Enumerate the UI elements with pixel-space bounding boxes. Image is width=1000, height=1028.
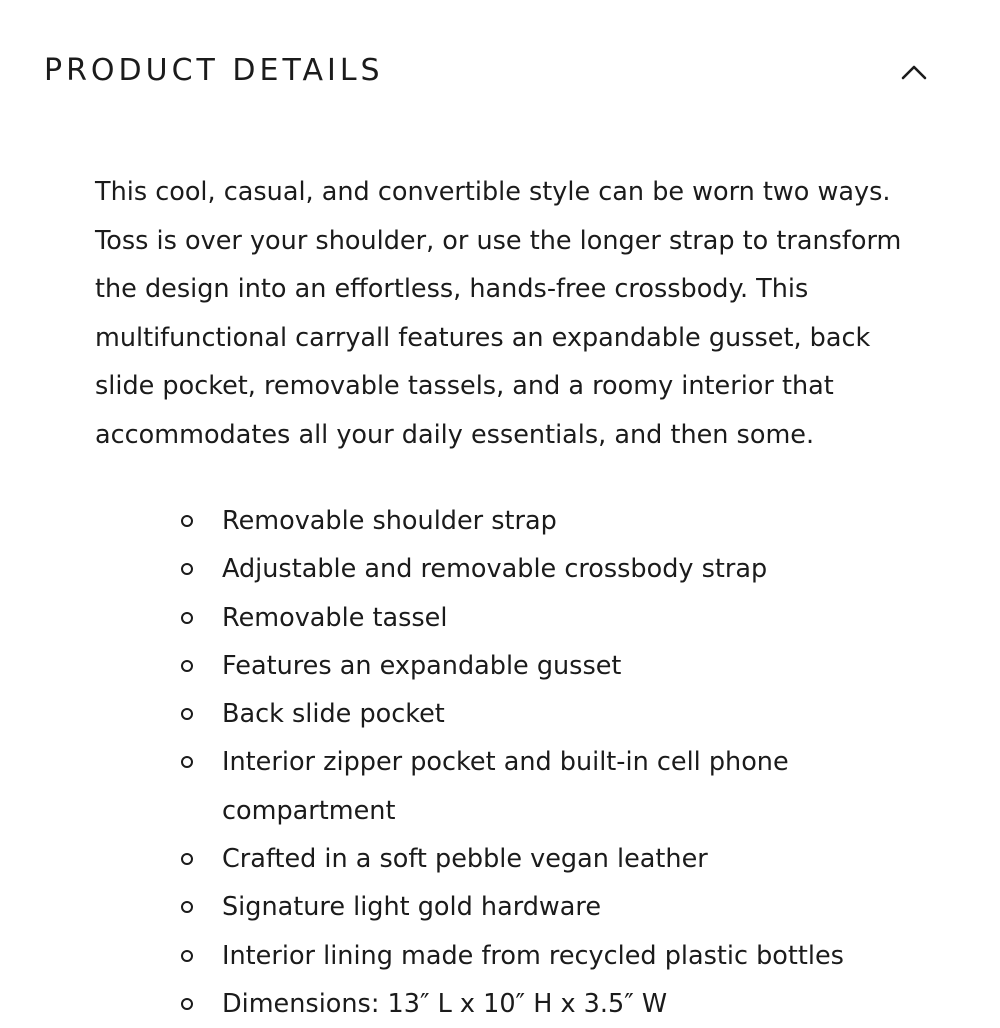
feature-text: Dimensions: 13″ L x 10″ H x 3.5″ W — [222, 988, 668, 1019]
feature-text: Adjustable and removable crossbody strap — [222, 554, 768, 585]
bullet-circle-icon — [181, 708, 193, 720]
chevron-up-icon[interactable] — [900, 58, 928, 86]
feature-text: Removable tassel — [222, 602, 448, 633]
product-details-title: PRODUCT DETAILS — [44, 53, 384, 88]
feature-text: Removable shoulder strap — [222, 506, 557, 536]
bullet-circle-icon — [181, 612, 193, 624]
feature-text: Signature light gold hardware — [222, 892, 602, 923]
product-description: This cool, casual, and convertible style can be worn two ways. Toss is over your shoulder, or use the longer strap to transform the design into an effortless, hands-free crossbody. This multifunctional carryall features an expandable gusset, back slide pocket, removable tassels, and a roomy interior that accommodates all your daily essentials, and then some. — [95, 177, 902, 450]
feature-text: Crafted in a soft pebble vegan leather — [222, 844, 708, 875]
feature-item — [222, 883, 922, 931]
feature-text: Features an expandable gusset — [222, 650, 622, 681]
bullet-circle-icon — [181, 950, 193, 962]
feature-item — [222, 594, 922, 642]
feature-item — [222, 642, 922, 690]
bullet-circle-icon — [181, 998, 193, 1010]
feature-text: Interior lining made from recycled plastic bottles — [222, 940, 844, 971]
bullet-circle-icon — [181, 515, 193, 527]
feature-item — [222, 690, 922, 738]
bullet-circle-icon — [181, 660, 193, 672]
feature-item — [222, 932, 922, 980]
feature-item — [222, 738, 922, 835]
product-details-accordion-header[interactable] — [0, 0, 1000, 140]
feature-item — [222, 497, 922, 545]
feature-item — [222, 835, 922, 883]
feature-text: Back slide pocket — [222, 699, 445, 730]
bullet-circle-icon — [181, 901, 193, 913]
feature-item — [222, 980, 922, 1028]
feature-list — [222, 497, 922, 1028]
bullet-circle-icon — [181, 756, 193, 768]
feature-item — [222, 545, 922, 593]
feature-text: Interior zipper pocket and built-in cell phone compartment — [222, 747, 789, 826]
bullet-circle-icon — [181, 563, 193, 575]
bullet-circle-icon — [181, 853, 193, 865]
